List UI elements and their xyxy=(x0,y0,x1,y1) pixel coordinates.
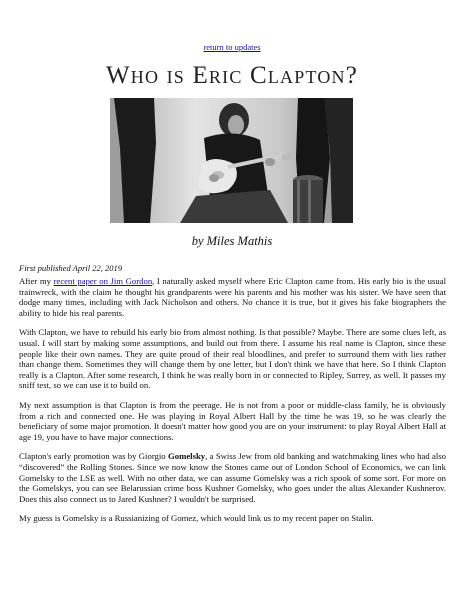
paragraph xyxy=(19,451,446,504)
bold-name: Gomelsky xyxy=(167,451,206,462)
page-title: Who is Eric Clapton? xyxy=(105,62,359,89)
author-byline: by Miles Mathis xyxy=(191,234,273,248)
publication-date: First published April 22, 2019 xyxy=(19,263,123,273)
paragraph: My guess is Gomelsky is a Russianizing of Gomez, which would link us to my recent paper on Stalin. xyxy=(19,513,374,524)
paragraph-text: Clapton's early promotion was by Giorgio xyxy=(19,451,168,462)
jim-gordon-paper-link[interactable]: recent paper on Jim Gordon xyxy=(53,276,153,286)
return-to-updates-link[interactable]: return to updates xyxy=(203,42,261,52)
paragraph-text: After my xyxy=(19,276,54,286)
article-photo xyxy=(110,98,353,223)
paragraph-text: , I naturally asked myself where Eric Clapton came from. His early bio is the usual trainwreck, with the claim he thought his grandparents were his parents and his mother was his sister. We have seen that dodge many times, including with Jack Nicholson and others. No chance it is true, but it gives his fake biographers the ability to hide his real parents. xyxy=(19,276,446,318)
paragraph-text: , a Swiss Jew from old banking and watchmaking lines who had also “discovered” the Rolling Stones. Since we now know the Stones came out of London School of Economics, we can link Gomelsky to the LSE as well. With no other data, we can assume Gomelsky was a rich spook of some sort. For more on the Gomelskys, you can see Belarussian crime boss Kushner Gomelsky, who goes under the alias Alexander Kushnerov. Does this also connect us to Jared Kushner? I wouldn't be surprised. xyxy=(19,451,446,504)
paragraph xyxy=(19,276,446,318)
paragraph: My next assumption is that Clapton is from the peerage. He is not from a poor or middle-class family, he is obviously from a rich and connected one. He was playing in Royal Albert Hall by the time he was 19, so he was clearly the beneficiary of some major promotion. It doesn't matter how good you are on your instrument: to play Royal Albert Hall at age 19, you have to have major connections. xyxy=(19,399,446,442)
paragraph: With Clapton, we have to rebuild his early bio from almost nothing. Is that possible? Maybe. There are some clues left, as usual. I will start by making some assumptions, and build out from there. I assume his real name is Clapton, since these people like their own names. They are quite proud of their real bloodlines, and prefer to surround them with lies rather than change them. Sometimes they will change them by one letter, but I don't think we have that here. So I think Clapton really is a Clapton. After some research, I think he was really born in or connected to Ripley, Surrey, as well. It passes my sniff test, so we can use it to build on. xyxy=(19,327,446,391)
article-body xyxy=(19,276,446,533)
